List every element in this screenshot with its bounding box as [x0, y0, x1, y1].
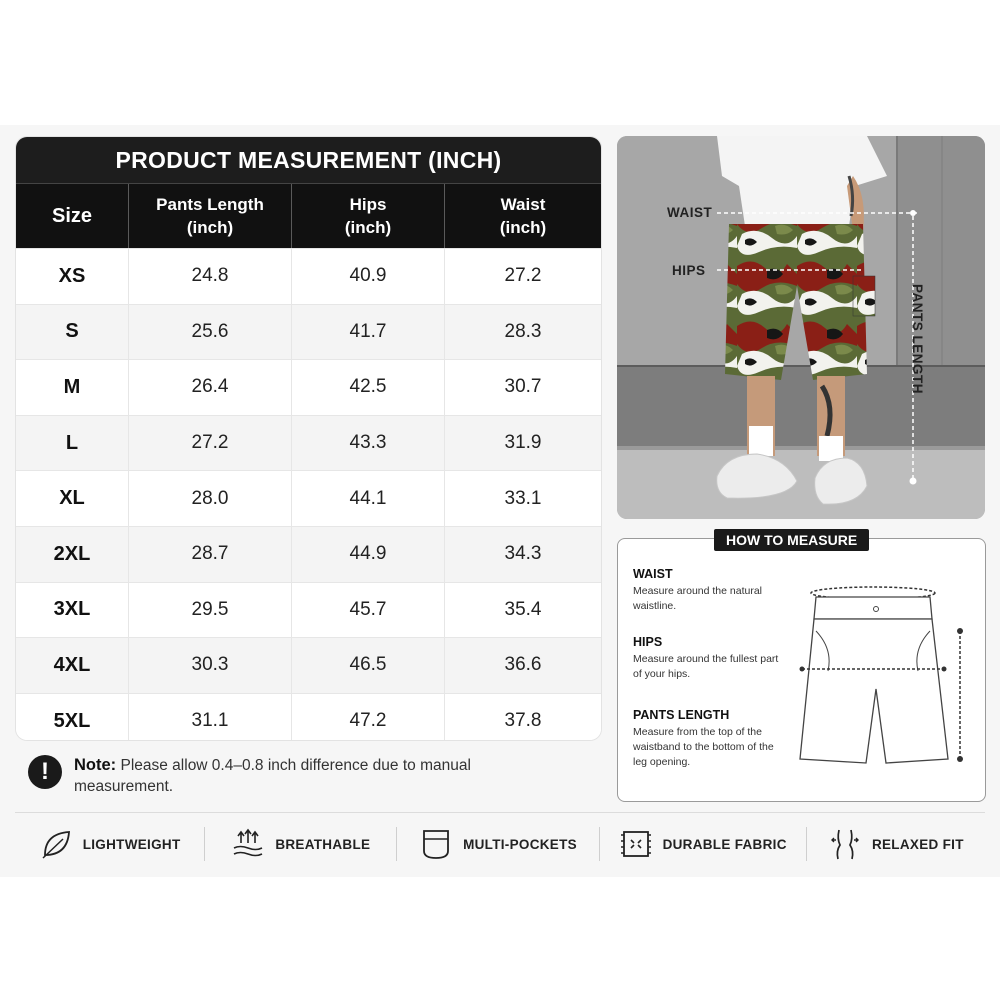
feature-label: RELAXED FIT [871, 836, 964, 852]
breathable-icon [231, 827, 265, 861]
cell-pants-length: 28.0 [129, 471, 292, 526]
measure-length [633, 708, 783, 770]
cell-size: 2XL [16, 527, 129, 582]
header-hips: Hips (inch) [292, 184, 445, 248]
measure-hips-heading: HIPS [633, 635, 663, 649]
feature-label: LIGHTWEIGHT [82, 836, 181, 852]
body-fit-icon [828, 827, 862, 861]
size-table [15, 136, 602, 741]
feature-label: BREATHABLE [275, 836, 371, 852]
cell-pants-length: 26.4 [129, 360, 292, 415]
measure-hips [633, 635, 783, 682]
cell-size: S [16, 305, 129, 360]
cell-waist: 36.6 [504, 654, 542, 676]
how-to-measure-panel [617, 532, 986, 802]
header-size: Size [16, 184, 129, 248]
cell-size: XL [16, 471, 129, 526]
pants-length-label: PANTS LENGTH [910, 284, 925, 394]
cell-hips: 43.3 [292, 416, 445, 471]
cell-hips: 47.2 [292, 694, 445, 741]
cell-waist: 31.9 [504, 432, 542, 454]
cell-size: 3XL [16, 583, 129, 638]
measure-hips-desc: Measure around the fullest part of your hips. [633, 653, 779, 680]
model-illustration [617, 136, 985, 519]
feature-relaxed-fit [807, 827, 985, 861]
cell-hips: 40.9 [292, 249, 445, 304]
shorts-diagram [788, 579, 978, 779]
table-row [16, 248, 601, 304]
cell-pants-length: 28.7 [129, 527, 292, 582]
measure-waist-heading: WAIST [633, 567, 673, 581]
cell-pants-length: 27.2 [129, 416, 292, 471]
table-row [16, 582, 601, 638]
cell-hips: 45.7 [292, 583, 445, 638]
feature-bar [15, 812, 985, 875]
cell-waist: 34.3 [504, 543, 542, 565]
how-to-measure-title: HOW TO MEASURE [714, 529, 869, 551]
cell-pants-length: 25.6 [129, 305, 292, 360]
cell-waist: 33.1 [504, 487, 542, 509]
measure-waist-desc: Measure around the natural waistline. [633, 585, 762, 612]
table-row [16, 693, 601, 741]
table-row [16, 304, 601, 360]
pocket-icon [419, 827, 453, 861]
feature-durable-fabric [600, 827, 807, 861]
feature-multi-pockets [397, 827, 599, 861]
cell-waist: 37.8 [504, 710, 542, 732]
measure-length-heading: PANTS LENGTH [633, 708, 730, 722]
model-photo [617, 136, 985, 519]
cell-pants-length: 24.8 [129, 249, 292, 304]
waist-label: WAIST [667, 205, 713, 220]
cell-hips: 41.7 [292, 305, 445, 360]
cell-hips: 44.9 [292, 527, 445, 582]
cell-size: 4XL [16, 638, 129, 693]
table-row [16, 526, 601, 582]
hips-label: HIPS [672, 263, 706, 278]
table-row [16, 359, 601, 415]
cell-size: M [16, 360, 129, 415]
table-row [16, 470, 601, 526]
exclamation-icon: ! [28, 755, 62, 789]
note-body: Please allow 0.4–0.8 inch difference due to manual measurement. [74, 757, 471, 795]
table-header-row [16, 184, 601, 248]
cell-waist: 35.4 [504, 598, 542, 620]
cell-hips: 42.5 [292, 360, 445, 415]
table-body [16, 248, 601, 741]
cell-pants-length: 30.3 [129, 638, 292, 693]
cell-hips: 44.1 [292, 471, 445, 526]
fabric-icon [619, 827, 653, 861]
feature-lightweight [15, 827, 205, 861]
leaf-icon [39, 827, 73, 861]
cell-waist: 28.3 [504, 320, 542, 342]
cell-hips: 46.5 [292, 638, 445, 693]
table-row [16, 415, 601, 471]
feature-label: DURABLE FABRIC [662, 836, 787, 852]
cell-waist: 30.7 [504, 376, 542, 398]
cell-pants-length: 29.5 [129, 583, 292, 638]
feature-breathable [205, 827, 397, 861]
measure-waist [633, 567, 783, 614]
cell-size: XS [16, 249, 129, 304]
feature-label: MULTI-POCKETS [463, 836, 577, 852]
note-text [74, 755, 494, 797]
measure-length-desc: Measure from the top of the waistband to the bottom of the leg opening. [633, 726, 774, 768]
cell-waist: 27.2 [504, 265, 542, 287]
header-pants-length: Pants Length (inch) [129, 184, 292, 248]
table-title: PRODUCT MEASUREMENT (INCH) [16, 137, 601, 184]
cell-size: 5XL [16, 694, 129, 741]
cell-size: L [16, 416, 129, 471]
note-label: Note: [74, 756, 117, 774]
cell-pants-length: 31.1 [129, 694, 292, 741]
table-row [16, 637, 601, 693]
header-waist: Waist (inch) [499, 195, 547, 237]
